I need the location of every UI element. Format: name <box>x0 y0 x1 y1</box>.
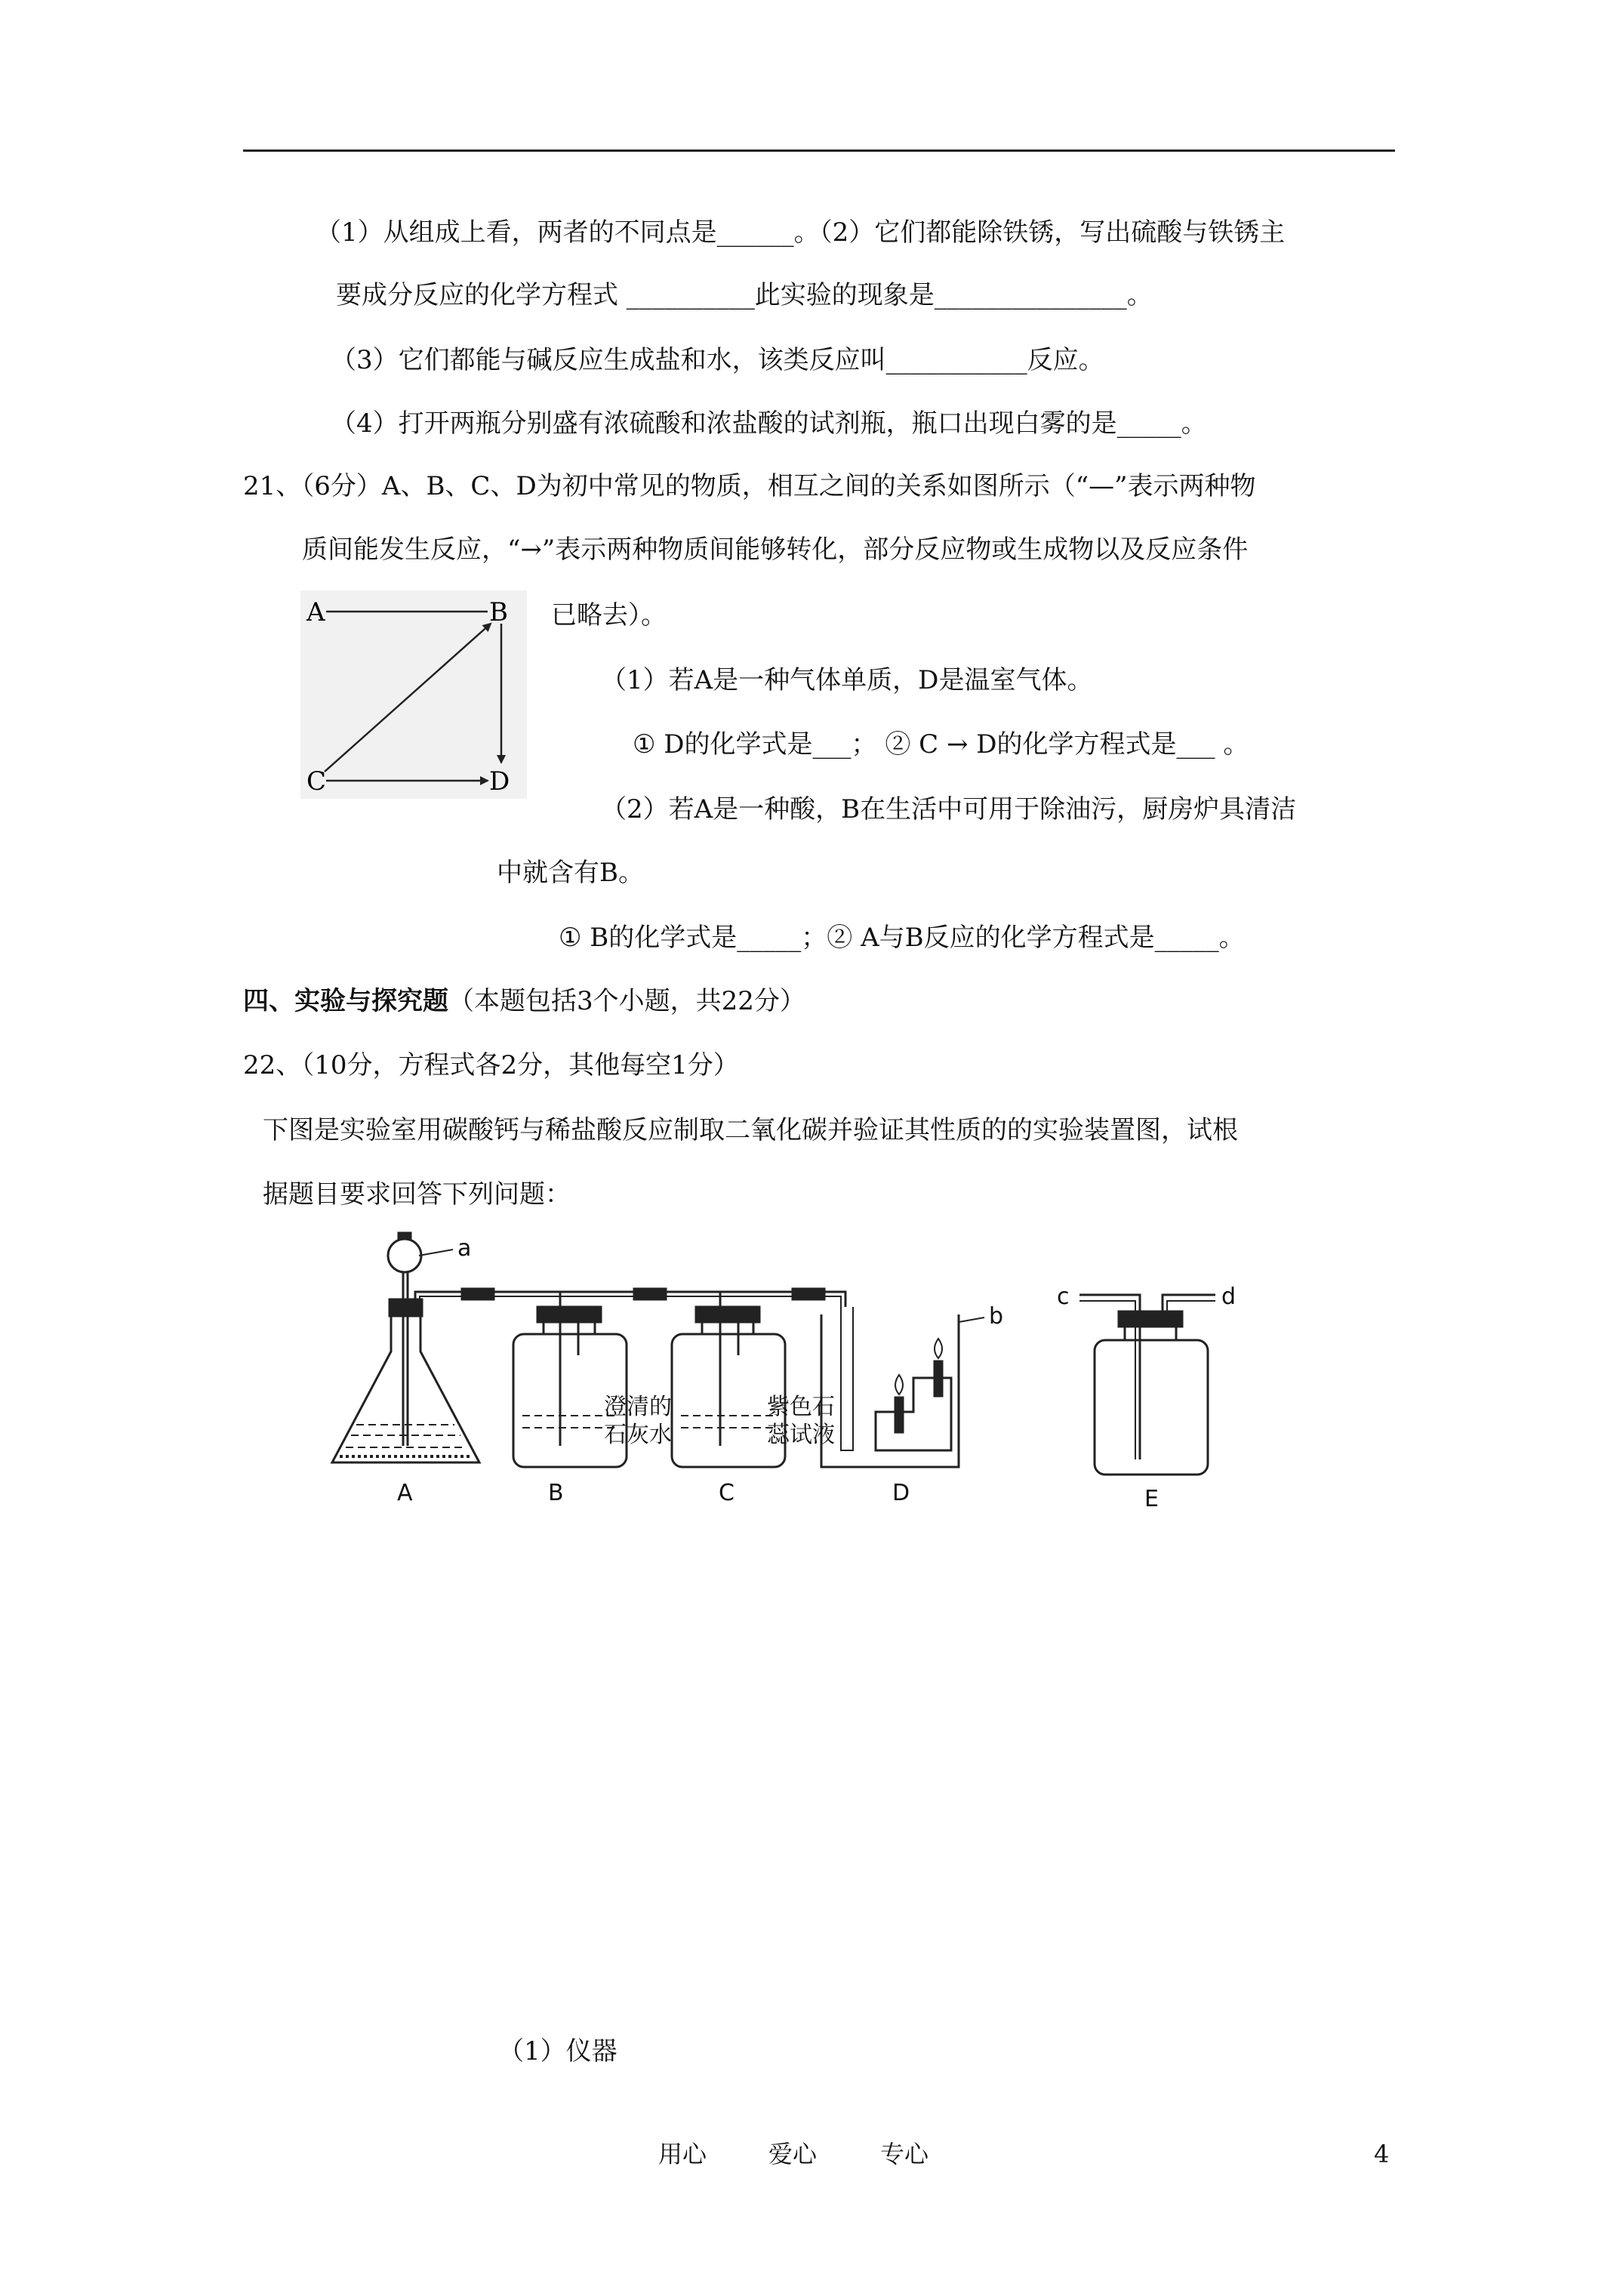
q22-line-3: 据题目要求回答下列问题： <box>263 1179 571 1210</box>
unit-label-c: C <box>719 1480 735 1506</box>
section-4-heading <box>243 985 805 1018</box>
label-a: a <box>457 1235 472 1262</box>
liquid-c-line-1: 紫色石 <box>767 1394 835 1420</box>
apparatus-diagram <box>325 1227 1389 1506</box>
unit-label-d: D <box>892 1480 910 1506</box>
label-c: c <box>1057 1284 1070 1310</box>
label-b: b <box>989 1303 1004 1330</box>
section-4-title: 四、实验与探究题 <box>243 986 448 1016</box>
q21-line-7: 中就含有B。 <box>497 858 644 888</box>
q22-line-2: 下图是实验室用碳酸钙与稀盐酸反应制取二氧化碳并验证其性质的的实验装置图，试根 <box>263 1115 1238 1145</box>
q20-line-1: （1）从组成上看，两者的不同点是______。（2）它们都能除铁锈，写出硫酸与铁锈主 <box>316 217 1286 248</box>
liquid-b-line-2: 石灰水 <box>604 1422 672 1448</box>
node-b: B <box>489 597 508 627</box>
header-rule <box>243 149 1395 152</box>
node-c: C <box>306 766 327 797</box>
q20-line-3: （3）它们都能与碱反应生成盐和水，该类反应叫___________反应。 <box>331 345 1104 375</box>
page-number: 4 <box>1374 2140 1390 2168</box>
footer-text-1: 用心 <box>658 2140 707 2168</box>
section-4-note: （本题包括3个小题，共22分） <box>448 986 805 1016</box>
relation-diagram <box>300 590 527 799</box>
q22-line-4: （1）仪器 <box>498 2036 617 2066</box>
footer-text-2: 爱心 <box>768 2140 818 2168</box>
q21-line-3: 已略去）。 <box>551 600 667 630</box>
label-d: d <box>1221 1284 1236 1310</box>
node-a: A <box>306 597 325 627</box>
q21-line-8: ① B的化学式是_____；② A与B反应的化学方程式是_____。 <box>559 923 1245 953</box>
node-d: D <box>489 766 510 797</box>
liquid-b-line-1: 澄清的 <box>604 1394 672 1420</box>
q21-line-1: 21、（6分）A、B、C、D为初中常见的物质，相互之间的关系如图所示（“—”表示两种物 <box>243 471 1256 501</box>
beaker-d <box>821 1307 984 1467</box>
unit-label-e: E <box>1144 1486 1159 1506</box>
bottle-e <box>1079 1295 1215 1475</box>
liquid-c-line-2: 蕊试液 <box>767 1422 835 1448</box>
unit-label-b: B <box>548 1480 564 1506</box>
unit-label-a: A <box>397 1480 413 1506</box>
q21-line-2: 质间能发生反应，“→”表示两种物质间能够转化，部分反应物或生成物以及反应条件 <box>302 535 1249 565</box>
q21-line-6: （2）若A是一种酸，B在生活中可用于除油污，厨房炉具清洁 <box>601 794 1297 824</box>
q20-line-4: （4）打开两瓶分别盛有浓硫酸和浓盐酸的试剂瓶，瓶口出现白雾的是_____。 <box>331 408 1207 439</box>
q22-line-1: 22、（10分，方程式各2分，其他每空1分） <box>243 1050 739 1080</box>
q21-line-4: （1）若A是一种气体单质，D是温室气体。 <box>601 665 1093 695</box>
footer-text-3: 专心 <box>880 2140 929 2168</box>
q20-line-2: 要成分反应的化学方程式 __________此实验的现象是_______________。 <box>336 280 1153 310</box>
q21-line-5: ① D的化学式是___； ② C → D的化学方程式是___ 。 <box>633 729 1249 760</box>
